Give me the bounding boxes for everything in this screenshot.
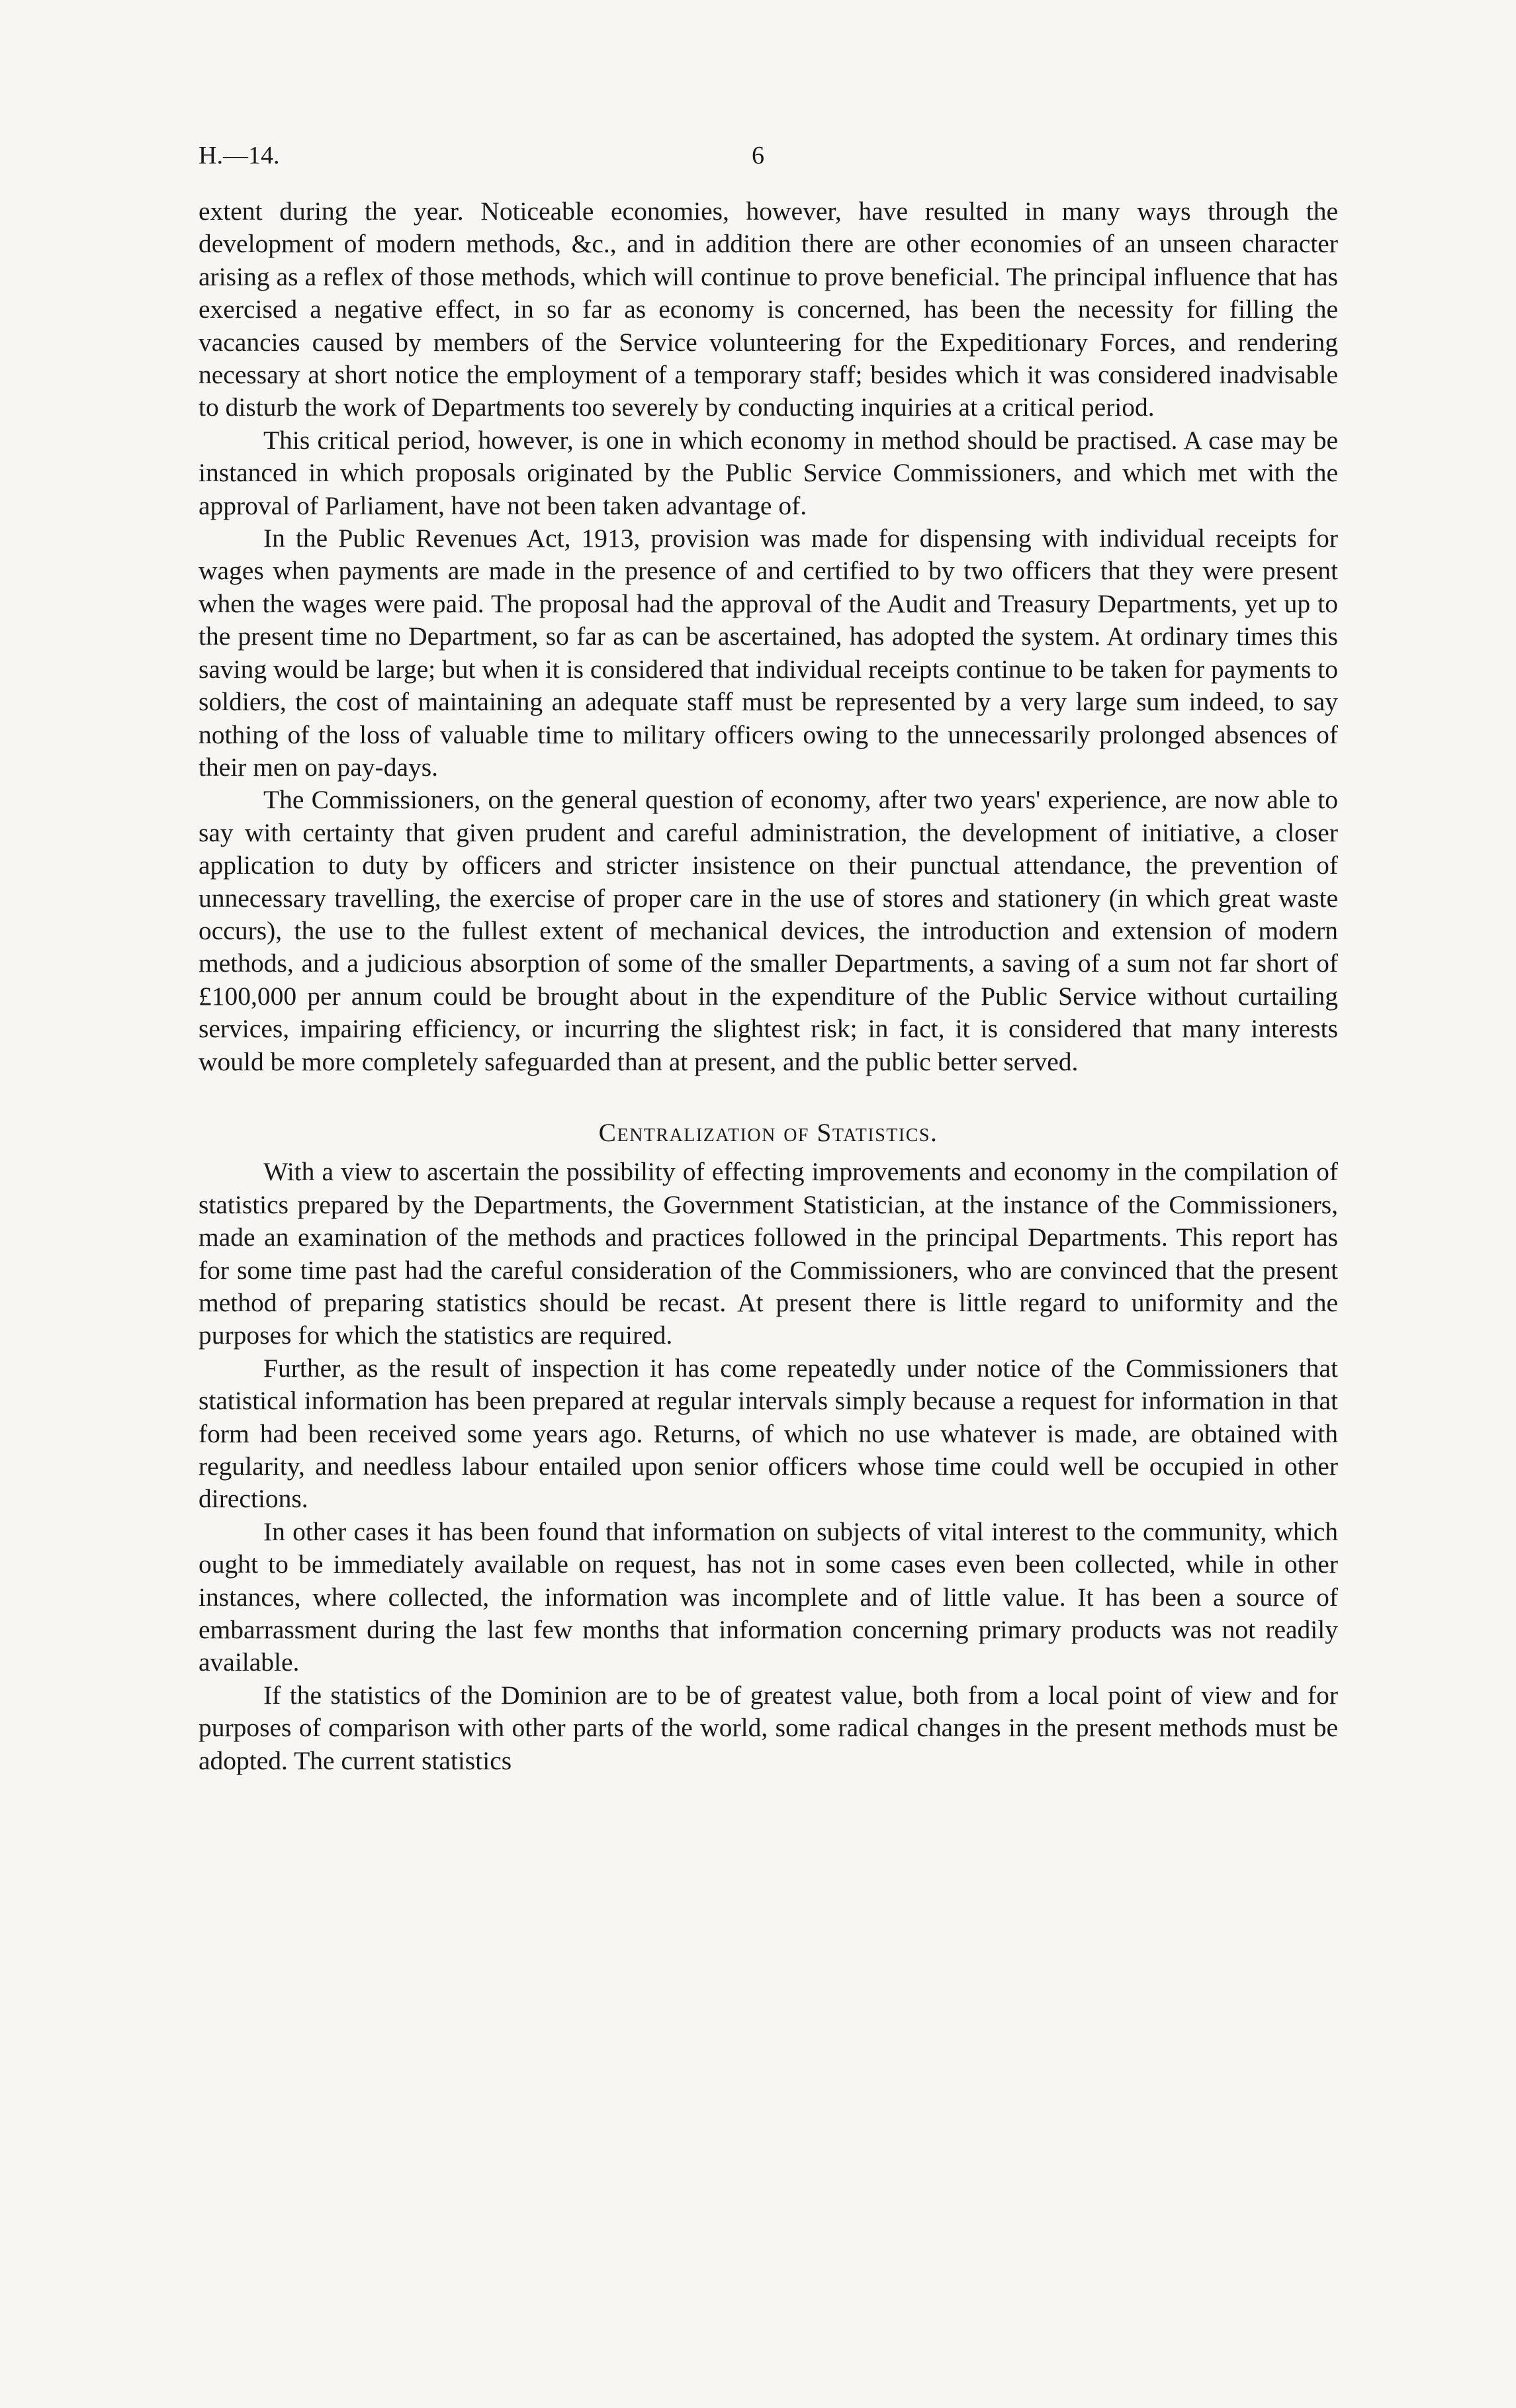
paragraph: The Commissioners, on the general question of economy, after two years' experience, are now able to say with certainty that given prudent and careful administration, the development of initiative, a closer application to duty by officers and stricter insistence on their punctual attendance, the prevention of unnecessary travelling, the exercise of proper care in the use of stores and stationery (in which great waste occurs), the use to the fullest extent of mechanical devices, the introduction and extension of modern methods, and a judicious absorption of some of the smaller Departments, a saving of a sum not far short of £100,000 per annum could be brought about in the expenditure of the Public Service without curtailing services, impairing efficiency, or incurring the slightest risk; in fact, it is considered that many interests would be more completely safeguarded than at present, and the public better served.: [199, 785, 1338, 1076]
page-header: [199, 136, 1317, 175]
page-number: 6: [752, 142, 764, 169]
document-body: [199, 195, 1338, 1777]
paragraph: This critical period, however, is one in which economy in method should be practised. A case may be instanced in which proposals originated by the Public Service Commissioners, and which met with the approval of Parliament, have not been taken advantage of.: [199, 425, 1338, 520]
paragraph: In other cases it has been found that information on subjects of vital interest to the community, which ought to be immediately available on request, has not in some cases even been collected, while in other instances, where collected, the information was incomplete and of little value. It has been a source of embarrassment during the last few months that information concerning primary products was not readily available.: [199, 1516, 1338, 1677]
section-heading: Centralization of Statistics.: [598, 1117, 938, 1147]
paragraph: Further, as the result of inspection it has come repeatedly under notice of the Commissioners that statistical information has been prepared at regular intervals simply because a request for information in that form had been received some years ago. Returns, of which no use whatever is made, are obtained with regularity, and needless labour entailed upon senior officers whose time could well be occupied in other directions.: [199, 1353, 1338, 1514]
document-code: H.—14.: [199, 142, 280, 169]
paragraph: In the Public Revenues Act, 1913, provision was made for dispensing with individual receipts for wages when payments are made in the presence of and certified to by two officers that they were present when the wages were paid. The proposal had the approval of the Audit and Treasury Departments, yet up to the present time no Department, so far as can be ascertained, has adopted the system. At ordinary times this saving would be large; but when it is considered that individual receipts continue to be taken for payments to soldiers, the cost of maintaining an adequate staff must be represented by a very large sum indeed, to say nothing of the loss of valuable time to military officers owing to the unnecessarily prolonged absences of their men on pay-days.: [199, 524, 1338, 782]
paragraph: With a view to ascertain the possibility of effecting improvements and economy in the compilation of statistics prepared by the Departments, the Government Statistician, at the instance of the Commissioners, made an examination of the methods and practices followed in the principal Departments. This report has for some time past had the careful consideration of the Commissioners, who are convinced that the present method of preparing statistics should be recast. At present there is little regard to uniformity and the purposes for which the statistics are required.: [199, 1157, 1338, 1350]
paragraph: If the statistics of the Dominion are to be of greatest value, both from a local point of view and for purposes of comparison with other parts of the world, some radical changes in the present methods must be adopted. The current statistics: [199, 1680, 1338, 1775]
paragraph: extent during the year. Noticeable economies, however, have resulted in many ways through the development of modern methods, &c., and in addition there are other economies of an unseen character arising as a reflex of those methods, which will continue to prove beneficial. The principal influence that has exercised a negative effect, in so far as economy is concerned, has been the necessity for filling the vacancies caused by members of the Service volunteering for the Expeditionary Forces, and rendering necessary at short notice the employment of a temporary staff; besides which it was considered inadvisable to disturb the work of Departments too severely by conducting inquiries at a critical period.: [199, 197, 1338, 422]
